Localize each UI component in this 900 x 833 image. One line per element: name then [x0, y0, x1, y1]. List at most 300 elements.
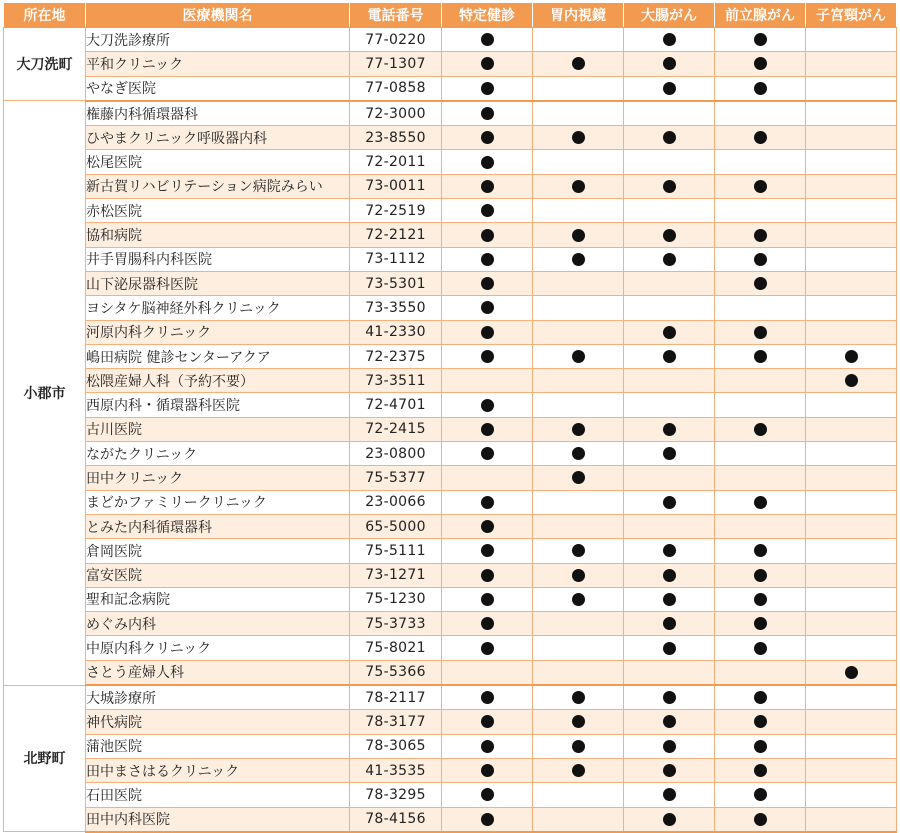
available-dot-icon [572, 180, 585, 193]
checkup-cell-4 [806, 417, 897, 441]
checkup-cell-1 [533, 660, 624, 685]
checkup-cell-0 [442, 76, 533, 101]
table-row [4, 685, 897, 710]
available-dot-icon [754, 277, 767, 290]
available-dot-icon [754, 180, 767, 193]
clinic-tel: 78-3065 [350, 734, 442, 758]
checkup-cell-1 [533, 320, 624, 344]
clinic-name: めぐみ内科 [86, 612, 350, 636]
available-dot-icon [481, 350, 494, 363]
available-dot-icon [754, 496, 767, 509]
checkup-cell-0 [442, 710, 533, 734]
checkup-cell-2 [624, 174, 715, 198]
available-dot-icon [663, 350, 676, 363]
checkup-cell-0 [442, 783, 533, 807]
checkup-cell-2 [624, 247, 715, 271]
checkup-cell-1 [533, 636, 624, 660]
clinic-name: やなぎ医院 [86, 76, 350, 101]
checkup-cell-4 [806, 539, 897, 563]
available-dot-icon [663, 691, 676, 704]
clinic-tel: 73-1271 [350, 563, 442, 587]
checkup-cell-0 [442, 223, 533, 247]
available-dot-icon [572, 764, 585, 777]
clinic-tel: 23-0800 [350, 442, 442, 466]
available-dot-icon [481, 180, 494, 193]
checkup-cell-3 [715, 685, 806, 710]
checkup-cell-2 [624, 685, 715, 710]
checkup-cell-1 [533, 369, 624, 393]
checkup-cell-3 [715, 150, 806, 174]
available-dot-icon [663, 642, 676, 655]
available-dot-icon [754, 642, 767, 655]
table-row [4, 514, 897, 538]
clinic-name: 大刀洗診療所 [86, 28, 350, 52]
checkup-cell-1 [533, 563, 624, 587]
checkup-cell-0 [442, 150, 533, 174]
checkup-cell-4 [806, 369, 897, 393]
clinic-tel: 73-1112 [350, 247, 442, 271]
available-dot-icon [572, 57, 585, 70]
checkup-cell-2 [624, 466, 715, 490]
checkup-cell-1 [533, 710, 624, 734]
checkup-cell-2 [624, 783, 715, 807]
checkup-cell-4 [806, 150, 897, 174]
checkup-cell-0 [442, 563, 533, 587]
clinic-tel: 78-3177 [350, 710, 442, 734]
available-dot-icon [663, 57, 676, 70]
checkup-cell-3 [715, 344, 806, 368]
clinic-name: 松尾医院 [86, 150, 350, 174]
checkup-cell-3 [715, 174, 806, 198]
checkup-cell-3 [715, 247, 806, 271]
available-dot-icon [663, 33, 676, 46]
table-row [4, 320, 897, 344]
available-dot-icon [481, 740, 494, 753]
available-dot-icon [754, 813, 767, 826]
available-dot-icon [481, 691, 494, 704]
table-row [4, 490, 897, 514]
checkup-cell-4 [806, 710, 897, 734]
checkup-cell-3 [715, 710, 806, 734]
available-dot-icon [481, 447, 494, 460]
checkup-cell-4 [806, 28, 897, 52]
checkup-cell-2 [624, 150, 715, 174]
clinic-name: ひやまクリニック呼吸器内科 [86, 126, 350, 150]
available-dot-icon [572, 569, 585, 582]
checkup-cell-1 [533, 612, 624, 636]
checkup-cell-3 [715, 417, 806, 441]
available-dot-icon [754, 82, 767, 95]
checkup-cell-0 [442, 28, 533, 52]
available-dot-icon [481, 33, 494, 46]
table-row [4, 417, 897, 441]
checkup-cell-0 [442, 344, 533, 368]
clinic-tel: 77-1307 [350, 52, 442, 76]
table-row [4, 76, 897, 101]
checkup-cell-1 [533, 685, 624, 710]
header-checkup-2: 大腸がん [624, 3, 715, 28]
available-dot-icon [663, 326, 676, 339]
checkup-cell-1 [533, 199, 624, 223]
available-dot-icon [481, 82, 494, 95]
checkup-cell-4 [806, 734, 897, 758]
available-dot-icon [845, 666, 858, 679]
header-location: 所在地 [4, 3, 86, 28]
available-dot-icon [481, 277, 494, 290]
clinic-name: 西原内科・循環器科医院 [86, 393, 350, 417]
checkup-cell-1 [533, 417, 624, 441]
checkup-cell-3 [715, 734, 806, 758]
clinic-name: 井手胃腸科内科医院 [86, 247, 350, 271]
clinic-tel: 73-3511 [350, 369, 442, 393]
available-dot-icon [481, 593, 494, 606]
checkup-cell-3 [715, 490, 806, 514]
available-dot-icon [481, 617, 494, 630]
clinic-name: 石田医院 [86, 783, 350, 807]
location-cell: 小郡市 [4, 101, 86, 685]
available-dot-icon [481, 496, 494, 509]
checkup-cell-3 [715, 271, 806, 295]
clinic-name: 蒲池医院 [86, 734, 350, 758]
checkup-cell-4 [806, 101, 897, 126]
checkup-cell-4 [806, 758, 897, 782]
checkup-cell-1 [533, 442, 624, 466]
checkup-cell-4 [806, 320, 897, 344]
table-row [4, 174, 897, 198]
checkup-cell-1 [533, 490, 624, 514]
checkup-cell-0 [442, 539, 533, 563]
clinic-tel: 78-2117 [350, 685, 442, 710]
available-dot-icon [572, 350, 585, 363]
available-dot-icon [663, 788, 676, 801]
clinic-name: 嶋田病院 健診センターアクア [86, 344, 350, 368]
checkup-cell-2 [624, 636, 715, 660]
clinic-name: 協和病院 [86, 223, 350, 247]
checkup-cell-0 [442, 490, 533, 514]
table-row [4, 393, 897, 417]
checkup-cell-0 [442, 514, 533, 538]
table-row [4, 442, 897, 466]
checkup-cell-3 [715, 442, 806, 466]
checkup-cell-3 [715, 101, 806, 126]
checkup-cell-3 [715, 466, 806, 490]
checkup-cell-4 [806, 514, 897, 538]
checkup-cell-3 [715, 223, 806, 247]
clinic-name: 山下泌尿器科医院 [86, 271, 350, 295]
available-dot-icon [481, 57, 494, 70]
checkup-cell-3 [715, 320, 806, 344]
available-dot-icon [663, 131, 676, 144]
table-row [4, 296, 897, 320]
available-dot-icon [663, 496, 676, 509]
available-dot-icon [481, 788, 494, 801]
table-row [4, 101, 897, 126]
checkup-cell-4 [806, 685, 897, 710]
available-dot-icon [663, 813, 676, 826]
available-dot-icon [481, 520, 494, 533]
checkup-cell-1 [533, 758, 624, 782]
checkup-cell-1 [533, 247, 624, 271]
checkup-cell-1 [533, 223, 624, 247]
checkup-cell-1 [533, 174, 624, 198]
checkup-cell-3 [715, 52, 806, 76]
available-dot-icon [754, 569, 767, 582]
checkup-cell-1 [533, 466, 624, 490]
clinic-name: 松隈産婦人科（予約不要） [86, 369, 350, 393]
checkup-cell-4 [806, 126, 897, 150]
clinic-name: さとう産婦人科 [86, 660, 350, 685]
checkup-cell-2 [624, 271, 715, 295]
available-dot-icon [572, 447, 585, 460]
checkup-cell-2 [624, 320, 715, 344]
available-dot-icon [572, 593, 585, 606]
checkup-cell-4 [806, 296, 897, 320]
checkup-cell-3 [715, 296, 806, 320]
table-row [4, 710, 897, 734]
checkup-cell-3 [715, 514, 806, 538]
available-dot-icon [754, 423, 767, 436]
available-dot-icon [663, 82, 676, 95]
checkup-cell-4 [806, 587, 897, 611]
clinic-tel: 72-2375 [350, 344, 442, 368]
available-dot-icon [754, 764, 767, 777]
checkup-cell-1 [533, 514, 624, 538]
checkup-cell-2 [624, 710, 715, 734]
checkup-cell-2 [624, 442, 715, 466]
available-dot-icon [845, 374, 858, 387]
checkup-cell-2 [624, 76, 715, 101]
checkup-cell-1 [533, 76, 624, 101]
checkup-cell-1 [533, 28, 624, 52]
location-cell: 北野町 [4, 685, 86, 832]
available-dot-icon [663, 764, 676, 777]
header-checkup-0: 特定健診 [442, 3, 533, 28]
checkup-cell-2 [624, 344, 715, 368]
table-row [4, 758, 897, 782]
available-dot-icon [572, 471, 585, 484]
available-dot-icon [481, 813, 494, 826]
available-dot-icon [663, 229, 676, 242]
checkup-cell-2 [624, 393, 715, 417]
clinic-name: 神代病院 [86, 710, 350, 734]
available-dot-icon [663, 180, 676, 193]
table-row [4, 539, 897, 563]
clinic-tel: 75-5366 [350, 660, 442, 685]
available-dot-icon [754, 350, 767, 363]
checkup-cell-4 [806, 174, 897, 198]
table-row [4, 28, 897, 52]
checkup-cell-3 [715, 126, 806, 150]
checkup-cell-2 [624, 734, 715, 758]
checkup-cell-2 [624, 563, 715, 587]
available-dot-icon [481, 544, 494, 557]
available-dot-icon [663, 544, 676, 557]
checkup-cell-4 [806, 466, 897, 490]
checkup-cell-4 [806, 344, 897, 368]
table-row [4, 563, 897, 587]
table-row [4, 247, 897, 271]
available-dot-icon [845, 350, 858, 363]
checkup-cell-1 [533, 271, 624, 295]
header-checkup-4: 子宮頸がん [806, 3, 897, 28]
clinic-schedule-table [3, 3, 897, 833]
available-dot-icon [481, 764, 494, 777]
header-checkup-3: 前立腺がん [715, 3, 806, 28]
checkup-cell-3 [715, 758, 806, 782]
clinic-tel: 78-4156 [350, 807, 442, 832]
available-dot-icon [572, 740, 585, 753]
checkup-cell-3 [715, 76, 806, 101]
clinic-name: 古川医院 [86, 417, 350, 441]
clinic-name: とみた内科循環器科 [86, 514, 350, 538]
checkup-cell-0 [442, 393, 533, 417]
checkup-cell-4 [806, 199, 897, 223]
available-dot-icon [572, 691, 585, 704]
table-row [4, 636, 897, 660]
available-dot-icon [754, 617, 767, 630]
checkup-cell-0 [442, 369, 533, 393]
table-row [4, 369, 897, 393]
available-dot-icon [481, 253, 494, 266]
table-row [4, 52, 897, 76]
available-dot-icon [481, 642, 494, 655]
checkup-cell-3 [715, 587, 806, 611]
checkup-cell-2 [624, 612, 715, 636]
checkup-cell-4 [806, 660, 897, 685]
clinic-tel: 75-1230 [350, 587, 442, 611]
table-row [4, 807, 897, 832]
clinic-tel: 75-3733 [350, 612, 442, 636]
checkup-cell-0 [442, 296, 533, 320]
clinic-name: 大城診療所 [86, 685, 350, 710]
checkup-cell-2 [624, 126, 715, 150]
checkup-cell-2 [624, 369, 715, 393]
table-body [4, 28, 897, 832]
checkup-cell-2 [624, 539, 715, 563]
clinic-name: 聖和記念病院 [86, 587, 350, 611]
available-dot-icon [754, 715, 767, 728]
checkup-cell-1 [533, 587, 624, 611]
checkup-cell-0 [442, 101, 533, 126]
available-dot-icon [572, 423, 585, 436]
checkup-cell-2 [624, 296, 715, 320]
clinic-name: 中原内科クリニック [86, 636, 350, 660]
available-dot-icon [481, 156, 494, 169]
header-name: 医療機関名 [86, 3, 350, 28]
checkup-cell-4 [806, 247, 897, 271]
checkup-cell-4 [806, 442, 897, 466]
available-dot-icon [481, 715, 494, 728]
clinic-tel: 41-3535 [350, 758, 442, 782]
available-dot-icon [754, 229, 767, 242]
checkup-cell-2 [624, 223, 715, 247]
clinic-name: 新古賀リハビリテーション病院みらい [86, 174, 350, 198]
clinic-tel: 73-0011 [350, 174, 442, 198]
clinic-tel: 72-3000 [350, 101, 442, 126]
clinic-name: 富安医院 [86, 563, 350, 587]
checkup-cell-0 [442, 52, 533, 76]
checkup-cell-0 [442, 758, 533, 782]
checkup-cell-0 [442, 442, 533, 466]
available-dot-icon [663, 253, 676, 266]
checkup-cell-0 [442, 466, 533, 490]
available-dot-icon [481, 326, 494, 339]
checkup-cell-1 [533, 101, 624, 126]
clinic-name: 田中クリニック [86, 466, 350, 490]
clinic-tel: 75-5377 [350, 466, 442, 490]
available-dot-icon [663, 740, 676, 753]
checkup-cell-4 [806, 612, 897, 636]
available-dot-icon [481, 301, 494, 314]
checkup-cell-3 [715, 612, 806, 636]
checkup-cell-3 [715, 539, 806, 563]
available-dot-icon [663, 617, 676, 630]
checkup-cell-2 [624, 807, 715, 832]
checkup-cell-0 [442, 271, 533, 295]
available-dot-icon [481, 399, 494, 412]
table-row [4, 587, 897, 611]
checkup-cell-1 [533, 126, 624, 150]
checkup-cell-2 [624, 199, 715, 223]
checkup-cell-3 [715, 636, 806, 660]
clinic-name: まどかファミリークリニック [86, 490, 350, 514]
table-row [4, 660, 897, 685]
available-dot-icon [481, 204, 494, 217]
available-dot-icon [754, 691, 767, 704]
checkup-cell-4 [806, 393, 897, 417]
available-dot-icon [663, 593, 676, 606]
checkup-cell-4 [806, 807, 897, 832]
clinic-tel: 72-2415 [350, 417, 442, 441]
checkup-cell-0 [442, 199, 533, 223]
clinic-tel: 23-0066 [350, 490, 442, 514]
available-dot-icon [754, 740, 767, 753]
checkup-cell-0 [442, 320, 533, 344]
checkup-cell-2 [624, 660, 715, 685]
table-row [4, 150, 897, 174]
clinic-tel: 73-3550 [350, 296, 442, 320]
available-dot-icon [754, 131, 767, 144]
checkup-cell-2 [624, 490, 715, 514]
checkup-cell-1 [533, 807, 624, 832]
clinic-tel: 23-8550 [350, 126, 442, 150]
checkup-cell-4 [806, 76, 897, 101]
clinic-tel: 72-2519 [350, 199, 442, 223]
checkup-cell-2 [624, 52, 715, 76]
available-dot-icon [481, 569, 494, 582]
checkup-cell-0 [442, 174, 533, 198]
checkup-cell-0 [442, 417, 533, 441]
available-dot-icon [754, 544, 767, 557]
checkup-cell-0 [442, 612, 533, 636]
table-row [4, 126, 897, 150]
clinic-tel: 72-4701 [350, 393, 442, 417]
checkup-cell-2 [624, 417, 715, 441]
clinic-name: 田中内科医院 [86, 807, 350, 832]
header-tel: 電話番号 [350, 3, 442, 28]
checkup-cell-2 [624, 514, 715, 538]
checkup-cell-0 [442, 807, 533, 832]
checkup-cell-1 [533, 734, 624, 758]
available-dot-icon [663, 423, 676, 436]
checkup-cell-1 [533, 539, 624, 563]
checkup-cell-4 [806, 636, 897, 660]
checkup-cell-0 [442, 685, 533, 710]
clinic-name: 倉岡医院 [86, 539, 350, 563]
clinic-tel: 78-3295 [350, 783, 442, 807]
checkup-cell-1 [533, 783, 624, 807]
table-row [4, 612, 897, 636]
